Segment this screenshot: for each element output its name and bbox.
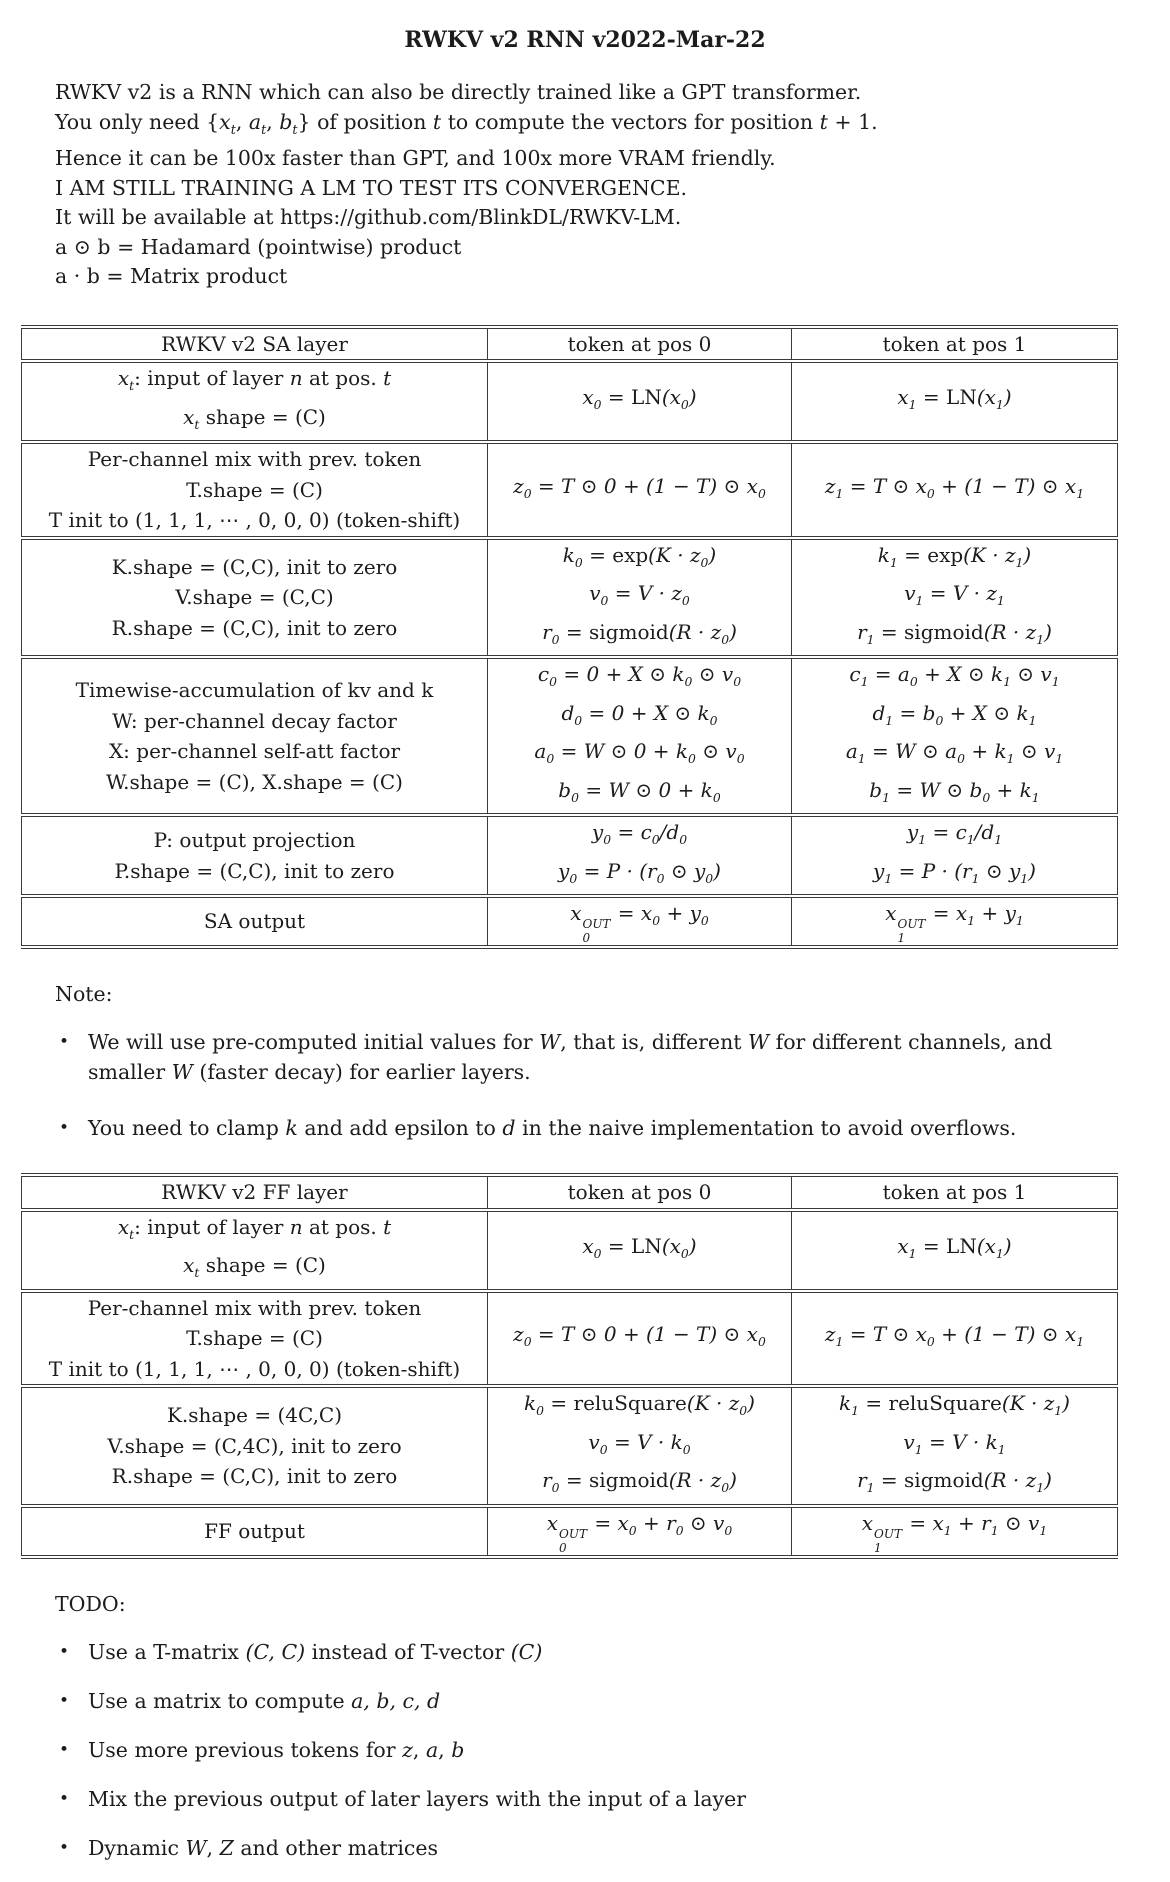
table-row bbox=[22, 1210, 1118, 1291]
table-header-cell: token at pos 1 bbox=[792, 327, 1118, 362]
intro-line: RWKV v2 is a RNN which can also be directly trained like a GPT transformer. bbox=[55, 80, 862, 104]
row-label-cell: Per-channel mix with prev. token T.shape = (C) T init to (1, 1, 1, ⋯ , 0, 0, 0) (token-shift) bbox=[22, 442, 488, 538]
row-label-cell: P: output projection P.shape = (C,C), init to zero bbox=[22, 815, 488, 896]
token-pos1-cell: $y_1 = c_1/d_1$ $y_1 = P \cdot (r_1$ ⊙ $y_1$) bbox=[792, 815, 1118, 896]
token-pos1-cell: x OUT 1 = $x_1 + y_1$ bbox=[792, 896, 1118, 947]
table-row bbox=[22, 1506, 1118, 1557]
table-row bbox=[22, 815, 1118, 896]
token-pos0-cell: x OUT 0 = $x_0 + y_0$ bbox=[488, 896, 792, 947]
note-list bbox=[55, 1027, 1170, 1143]
table-header-cell: token at pos 1 bbox=[792, 1175, 1118, 1210]
table-header-cell: token at pos 0 bbox=[488, 1175, 792, 1210]
token-pos0-cell: $z_0 = T$ ⊙ 0 + (1 − T) ⊙ $x_0$ bbox=[488, 1291, 792, 1387]
table-row bbox=[22, 1386, 1118, 1506]
todo-item: • Dynamic W, Z and other matrices bbox=[55, 1833, 1113, 1863]
note-item: • We will use pre-computed initial values for W, that is, different W for different channels, and smaller W (faster decay) for earlier layers. bbox=[55, 1027, 1113, 1087]
token-pos1-cell: $z_1 = T$ ⊙ $x_0 + (1 - T)$ ⊙ $x_1$ bbox=[792, 442, 1118, 538]
table-row bbox=[22, 538, 1118, 658]
intro-line: Hence it can be 100x faster than GPT, and 100x more VRAM friendly. bbox=[55, 146, 776, 171]
token-pos1-cell: $k_1 = \exp(K \cdot z_1)$ $v_1 = V \cdot z_1$ $r_1$ = sigmoid(R · $z_1$) bbox=[792, 538, 1118, 658]
row-label-cell: FF output bbox=[22, 1506, 488, 1557]
table-row bbox=[22, 1291, 1118, 1387]
todo-item: • Use more previous tokens for z, a, b bbox=[55, 1735, 1113, 1765]
token-pos1-cell: $c_1 = a_0 + X$ ⊙ $k_1$ ⊙ $v_1$ $d_1 = b_0 + X$ ⊙ $k_1$ $a_1 = W$ ⊙ $a_0 + k_1$ ⊙ $v_1$ $b_1 = W$ ⊙ $b_0 + k_1$ bbox=[792, 657, 1118, 815]
token-pos0-cell: $x_0 = LN(x_0)$ bbox=[488, 1210, 792, 1291]
table-header-cell: RWKV v2 FF layer bbox=[22, 1175, 488, 1210]
row-label-cell: K.shape = (4C,C) V.shape = (C,4C), init to zero R.shape = (C,C), init to zero bbox=[22, 1386, 488, 1506]
row-label-cell: $x_t$: input of layer n at pos. t $x_t$ shape = (C) bbox=[22, 1210, 488, 1291]
table-header-row bbox=[22, 327, 1118, 362]
todo-item: • Mix the previous output of later layers with the input of a layer bbox=[55, 1784, 1113, 1814]
table-row bbox=[22, 657, 1118, 815]
token-pos0-cell: $z_0 = T$ ⊙ 0 + (1 − T) ⊙ $x_0$ bbox=[488, 442, 792, 538]
document-title: RWKV v2 RNN v2022-Mar-22 bbox=[404, 27, 766, 53]
todo-list bbox=[55, 1637, 1170, 1863]
row-label-cell: SA output bbox=[22, 896, 488, 947]
table-row bbox=[22, 361, 1118, 442]
sa-layer-table bbox=[21, 325, 1118, 950]
intro-line-hadamard-def: a ⊙ b = Hadamard (pointwise) product bbox=[55, 234, 462, 259]
token-pos1-cell: $x_1 = LN(x_1)$ bbox=[792, 361, 1118, 442]
token-pos1-cell: $k_1$ = reluSquare(K · $z_1$) $v_1 = V \cdot k_1$ $r_1$ = sigmoid(R · $z_1$) bbox=[792, 1386, 1118, 1506]
intro-line-repo-url: It will be available at https://github.com/BlinkDL/RWKV-LM. bbox=[55, 205, 682, 230]
token-pos0-cell: $k_0 = \exp(K \cdot z_0)$ $v_0 = V \cdot z_0$ $r_0$ = sigmoid(R · $z_0$) bbox=[488, 538, 792, 658]
intro-paragraph bbox=[55, 78, 1170, 292]
row-label-cell: K.shape = (C,C), init to zero V.shape = (C,C) R.shape = (C,C), init to zero bbox=[22, 538, 488, 658]
token-pos0-cell: $y_0 = c_0/d_0$ $y_0 = P \cdot (r_0$ ⊙ $y_0$) bbox=[488, 815, 792, 896]
todo-item: • Use a T-matrix (C, C) instead of T-vector (C) bbox=[55, 1637, 1113, 1667]
table-row bbox=[22, 442, 1118, 538]
row-label-cell: Timewise-accumulation of kv and k W: per-channel decay factor X: per-channel self-att factor W.shape = (C), X.shape = (C) bbox=[22, 657, 488, 815]
token-pos0-cell: x OUT 0 = $x_0 + r_0$ ⊙ $v_0$ bbox=[488, 1506, 792, 1557]
table-header-cell: RWKV v2 SA layer bbox=[22, 327, 488, 362]
table-row bbox=[22, 896, 1118, 947]
token-pos0-cell: $k_0$ = reluSquare(K · $z_0$) $v_0 = V \cdot k_0$ $r_0$ = sigmoid(R · $z_0$) bbox=[488, 1386, 792, 1506]
note-item: • You need to clamp k and add epsilon to d in the naive implementation to avoid overflows. bbox=[55, 1113, 1113, 1143]
note-heading: Note: bbox=[55, 982, 113, 1007]
token-pos1-cell: $x_1 = LN(x_1)$ bbox=[792, 1210, 1118, 1291]
ff-layer-table bbox=[21, 1173, 1118, 1559]
token-pos1-cell: x OUT 1 = $x_1 + r_1$ ⊙ $v_1$ bbox=[792, 1506, 1118, 1557]
token-pos0-cell: $x_0 = LN(x_0)$ bbox=[488, 361, 792, 442]
table-header-cell: token at pos 0 bbox=[488, 327, 792, 362]
todo-item: • Use a matrix to compute a, b, c, d bbox=[55, 1686, 1113, 1716]
intro-line: You only need {$x_t$, $a_t$, $b_t$} of position t to compute the vectors for position t + 1. bbox=[55, 109, 878, 137]
table-header-row bbox=[22, 1175, 1118, 1210]
intro-line-matrix-def: a · b = Matrix product bbox=[55, 264, 288, 289]
row-label-cell: $x_t$: input of layer n at pos. t $x_t$ shape = (C) bbox=[22, 361, 488, 442]
intro-line: I AM STILL TRAINING A LM TO TEST ITS CONVERGENCE. bbox=[55, 175, 688, 200]
todo-heading: TODO: bbox=[55, 1592, 126, 1617]
token-pos0-cell: $c_0 = 0 + X$ ⊙ $k_0$ ⊙ $v_0$ $d_0 = 0 + X$ ⊙ $k_0$ $a_0 = W$ ⊙ $0 + k_0$ ⊙ $v_0$ $b_0 = W$ ⊙ $0 + k_0$ bbox=[488, 657, 792, 815]
token-pos1-cell: $z_1 = T$ ⊙ $x_0 + (1 - T)$ ⊙ $x_1$ bbox=[792, 1291, 1118, 1387]
row-label-cell: Per-channel mix with prev. token T.shape = (C) T init to (1, 1, 1, ⋯ , 0, 0, 0) (token-shift) bbox=[22, 1291, 488, 1387]
